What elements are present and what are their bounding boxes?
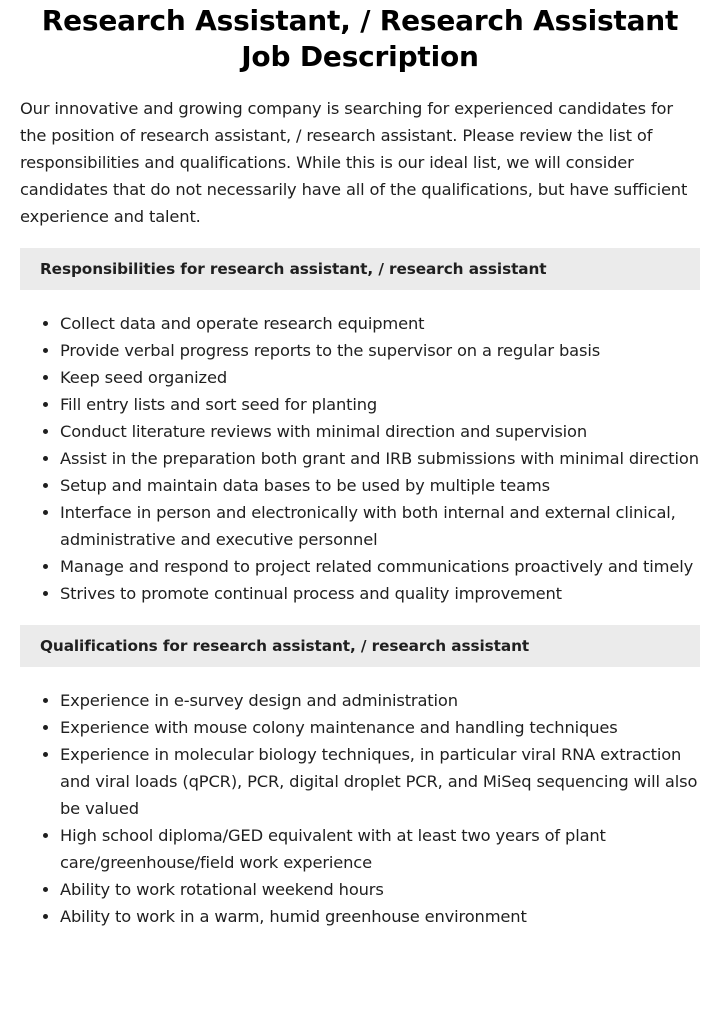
list-item: • Fill entry lists and sort seed for planting — [60, 391, 700, 418]
list-item: • High school diploma/GED equivalent with at least two years of plant care/greenhouse/field work experience — [60, 822, 700, 876]
list-item: • Setup and maintain data bases to be used by multiple teams — [60, 472, 700, 499]
list-item: • Interface in person and electronically with both internal and external clinical, administrative and executive personnel — [60, 499, 700, 553]
qualifications-heading: Qualifications for research assistant, / research assistant — [20, 625, 700, 667]
list-item: • Ability to work in a warm, humid greenhouse environment — [60, 903, 700, 930]
list-item: • Collect data and operate research equipment — [60, 310, 700, 337]
list-item: • Ability to work rotational weekend hours — [60, 876, 700, 903]
list-item: • Experience in molecular biology techniques, in particular viral RNA extraction and viral loads (qPCR), PCR, digital droplet PCR, and MiSeq sequencing will also be valued — [60, 741, 700, 822]
list-item: • Strives to promote continual process and quality improvement — [60, 580, 700, 607]
list-item: • Keep seed organized — [60, 364, 700, 391]
job-description-page — [0, 3, 720, 930]
page-title: Research Assistant, / Research Assistant Job Description — [41, 4, 679, 73]
qualifications-list — [20, 687, 700, 930]
intro-paragraph: Our innovative and growing company is searching for experienced candidates for the position of research assistant, / research assistant. Please review the list of responsibilities and qualifications. While this is our ideal list, we will consider candidates that do not necessarily have all of the qualifications, but have sufficient experience and talent. — [20, 99, 688, 226]
list-item: • Experience in e-survey design and administration — [60, 687, 700, 714]
responsibilities-heading: Responsibilities for research assistant, / research assistant — [20, 248, 700, 290]
responsibilities-list — [20, 310, 700, 607]
list-item: • Assist in the preparation both grant and IRB submissions with minimal direction — [60, 445, 700, 472]
list-item: • Conduct literature reviews with minimal direction and supervision — [60, 418, 700, 445]
list-item: • Provide verbal progress reports to the supervisor on a regular basis — [60, 337, 700, 364]
list-item: • Manage and respond to project related communications proactively and timely — [60, 553, 700, 580]
list-item: • Experience with mouse colony maintenance and handling techniques — [60, 714, 700, 741]
